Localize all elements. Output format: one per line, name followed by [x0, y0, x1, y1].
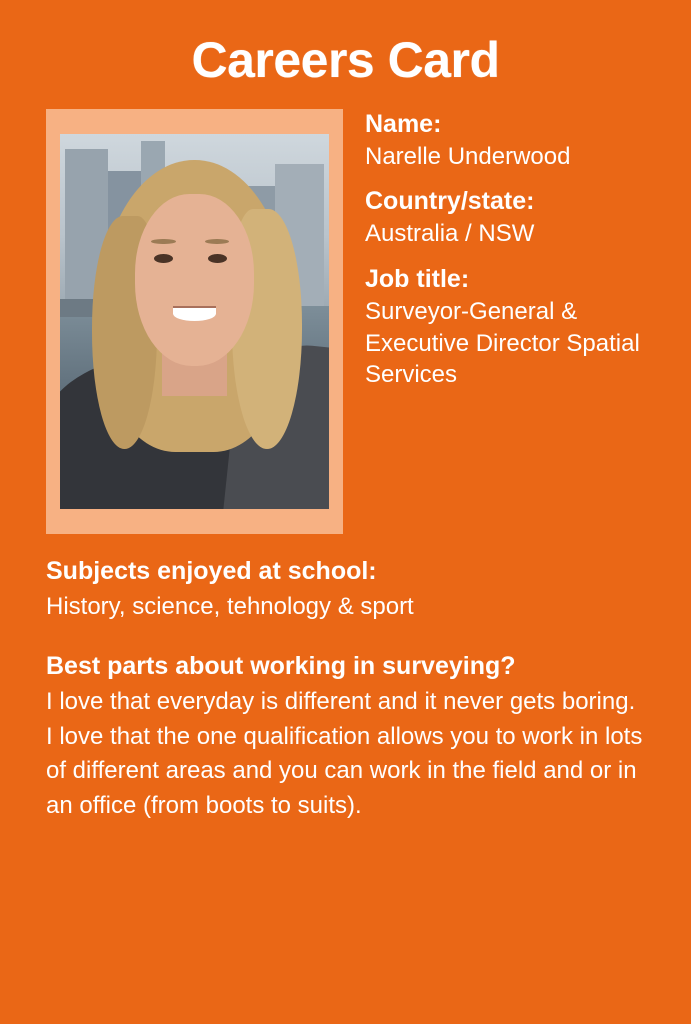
photo-eye-right	[208, 254, 227, 263]
photo-eyebrow-right	[205, 239, 229, 244]
block-best-parts	[46, 651, 647, 824]
field-name	[365, 109, 651, 173]
field-country-state-label: Country/state:	[365, 187, 535, 216]
photo-smile	[173, 306, 216, 321]
photo-eyebrow-left	[151, 239, 175, 244]
field-job-title-label: Job title:	[365, 264, 470, 293]
field-name-value: Narelle Underwood	[365, 142, 571, 170]
profile-top-row	[0, 87, 691, 534]
photo-eye-left	[154, 254, 173, 263]
field-country-state	[365, 186, 651, 250]
photo-frame	[46, 109, 343, 534]
block-best-parts-value: I love that everyday is different and it never gets boring. I love that the one qualification allows you to work in lots of different areas and you can work in the field and or in an office (from boots to suits).	[46, 687, 643, 820]
page-title: Careers Card	[191, 32, 500, 88]
block-best-parts-label: Best parts about working in surveying?	[46, 651, 516, 680]
field-job-title	[365, 264, 651, 391]
profile-photo	[60, 134, 329, 509]
block-subjects-value: History, science, tehnology & sport	[46, 592, 414, 620]
profile-details	[343, 109, 651, 405]
photo-face	[135, 194, 253, 367]
field-country-state-value: Australia / NSW	[365, 220, 535, 248]
field-job-title-value: Surveyor-General & Executive Director Spatial Services	[365, 297, 640, 389]
field-name-label: Name:	[365, 109, 442, 138]
profile-lower-section	[0, 534, 691, 824]
block-subjects	[46, 556, 647, 625]
block-subjects-label: Subjects enjoyed at school:	[46, 556, 377, 585]
